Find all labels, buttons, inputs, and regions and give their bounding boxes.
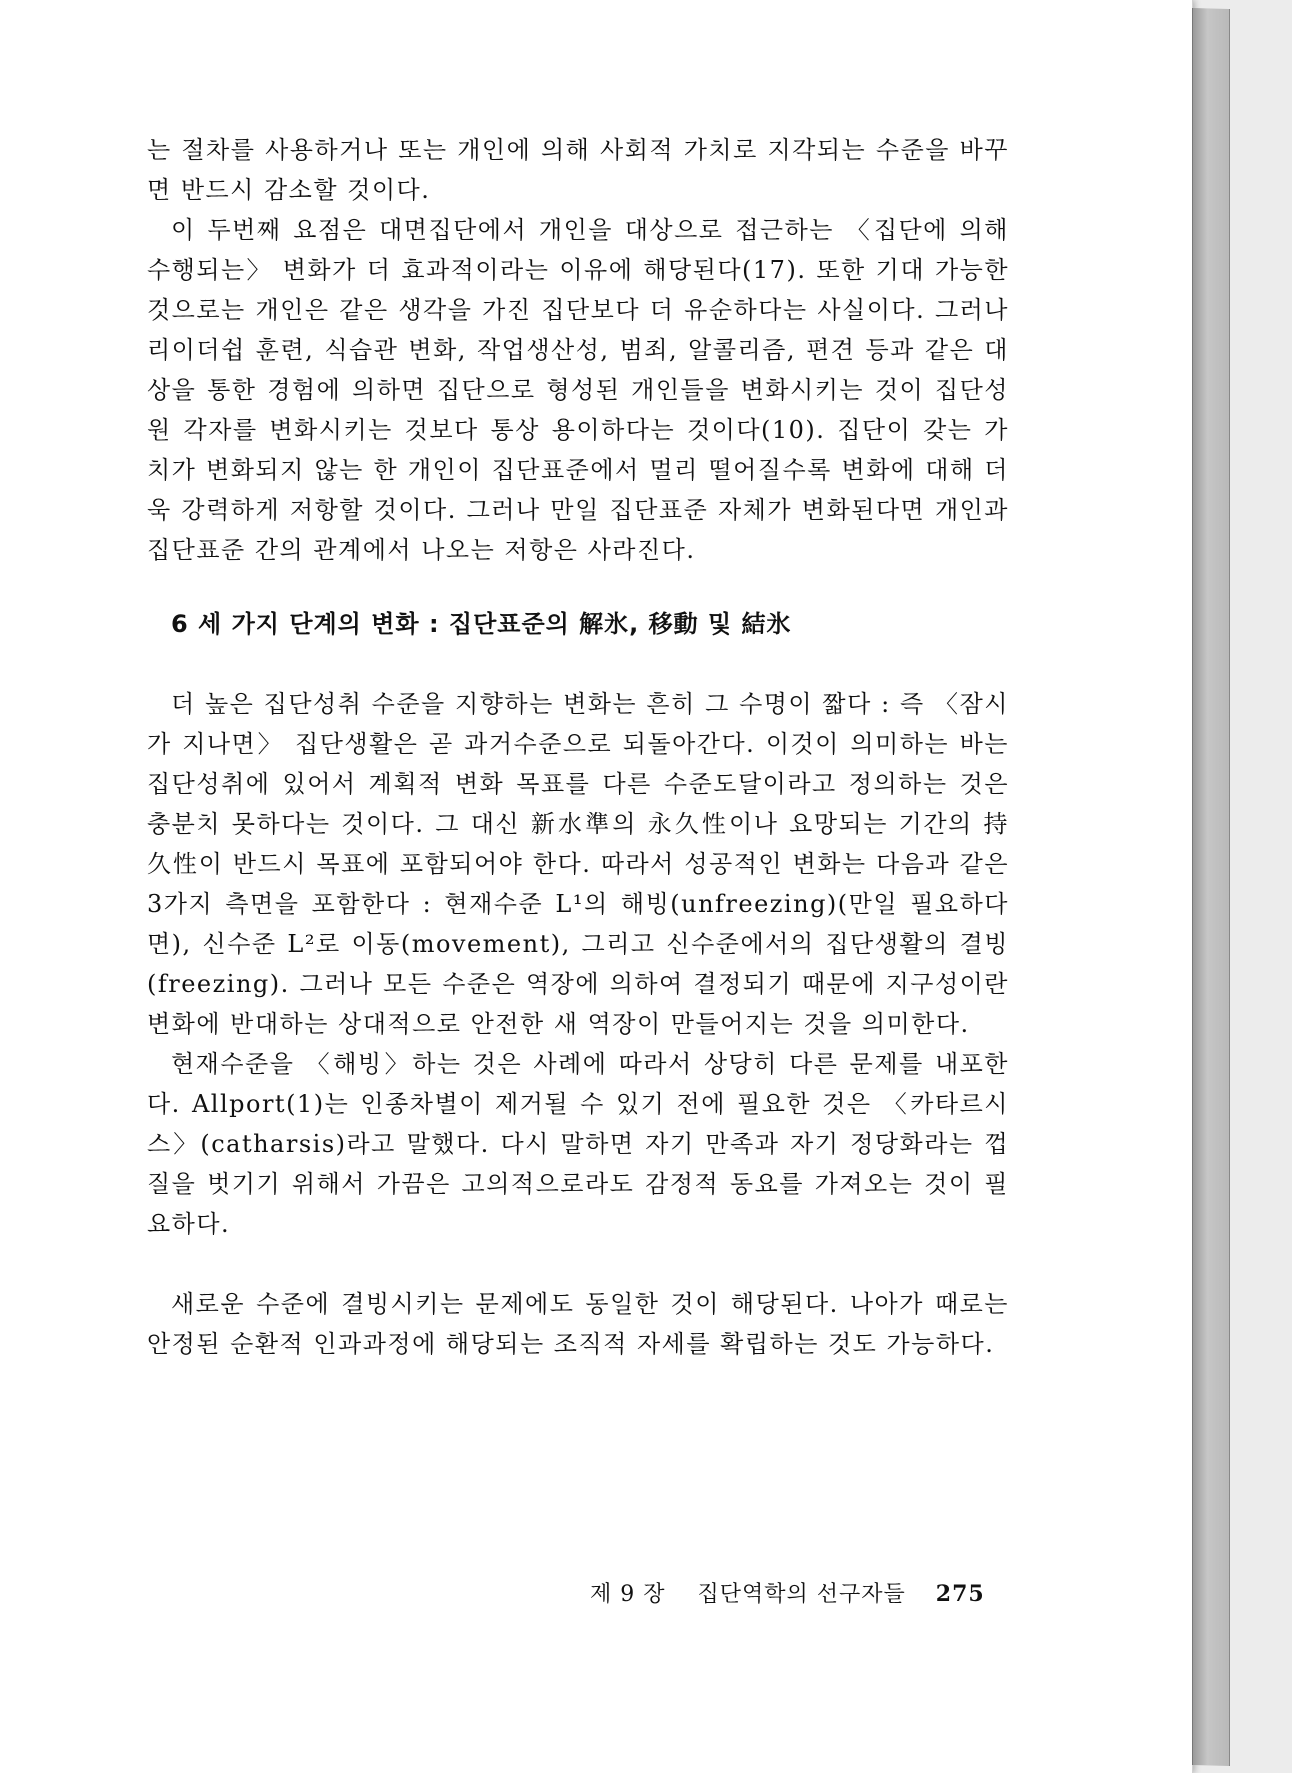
paragraph: 현재수준을 〈해빙〉하는 것은 사례에 따라서 상당히 다른 문제를 내포한다. Allport(1)는 인종차별이 제거될 수 있기 전에 필요한 것은 〈카타르시스〉(catharsis)라고 말했다. 다시 말하면 자기 만족과 자기 정당화라는 껍질을 벗기기 위해서 가끔은 고의적으로라도 감정적 동요를 가져오는 것이 필요하다.: [147, 1050, 1009, 1238]
chapter-title: 집단역학의 선구자들: [697, 1582, 906, 1607]
paragraph: 새로운 수준에 결빙시키는 문제에도 동일한 것이 해당된다. 나아가 때로는 안정된 순환적 인과과정에 해당되는 조직적 자세를 확립하는 것도 가능하다.: [147, 1290, 1009, 1358]
page-stack-edge: [1192, 8, 1230, 1766]
paragraph-continuation: 는 절차를 사용하거나 또는 개인에 의해 사회적 가치로 지각되는 수준을 바꾸면 반드시 감소할 것이다.: [147, 136, 1009, 204]
page-body: [147, 130, 1009, 1364]
paragraph: 더 높은 집단성취 수준을 지향하는 변화는 흔히 그 수명이 짧다 : 즉 〈잠시가 지나면〉 집단생활은 곧 과거수준으로 되돌아간다. 이것이 의미하는 바는 집단성취에 있어서 계획적 변화 목표를 다른 수준도달이라고 정의하는 것은 충분치 못하다는 것이다. 그 대신 新水準의 永久性이나 요망되는 기간의 持久性이 반드시 목표에 포함되어야 한다. 따라서 성공적인 변화는 다음과 같은 3가지 측면을 포함한다 : 현재수준 L¹의 해빙(unfreezing)(만일 필요하다면), 신수준 L²로 이동(movement), 그리고 신수준에서의 집단생활의 결빙(freezing). 그러나 모든 수준은 역장에 의하여 결정되기 때문에 지구성이란 변화에 반대하는 상대적으로 안전한 새 역장이 만들어지는 것을 의미한다.: [147, 690, 1009, 1038]
chapter-label: 제 9 장: [590, 1582, 666, 1607]
section-heading: 6 세 가지 단계의 변화 : 집단표준의 解氷, 移動 및 結氷: [171, 610, 792, 638]
running-footer: [590, 1577, 990, 1608]
paragraph-gap: [147, 1244, 1009, 1284]
page-number: 275: [935, 1581, 985, 1607]
paragraph: 이 두번째 요점은 대면집단에서 개인을 대상으로 접근하는 〈집단에 의해 수행되는〉 변화가 더 효과적이라는 이유에 해당된다(17). 또한 기대 가능한 것으로는 개인은 같은 생각을 가진 집단보다 더 유순하다는 사실이다. 그러나 리이더쉽 훈련, 식습관 변화, 작업생산성, 범죄, 알콜리즘, 편견 등과 같은 대상을 통한 경험에 의하면 집단으로 형성된 개인들을 변화시키는 것이 집단성원 각자를 변화시키는 것보다 통상 용이하다는 것이다(10). 집단이 갖는 가치가 변화되지 않는 한 개인이 집단표준에서 멀리 떨어질수록 변화에 대해 더욱 강력하게 저항할 것이다. 그러나 만일 집단표준 자체가 변화된다면 개인과 집단표준 간의 관계에서 나오는 저항은 사라진다.: [147, 216, 1009, 564]
